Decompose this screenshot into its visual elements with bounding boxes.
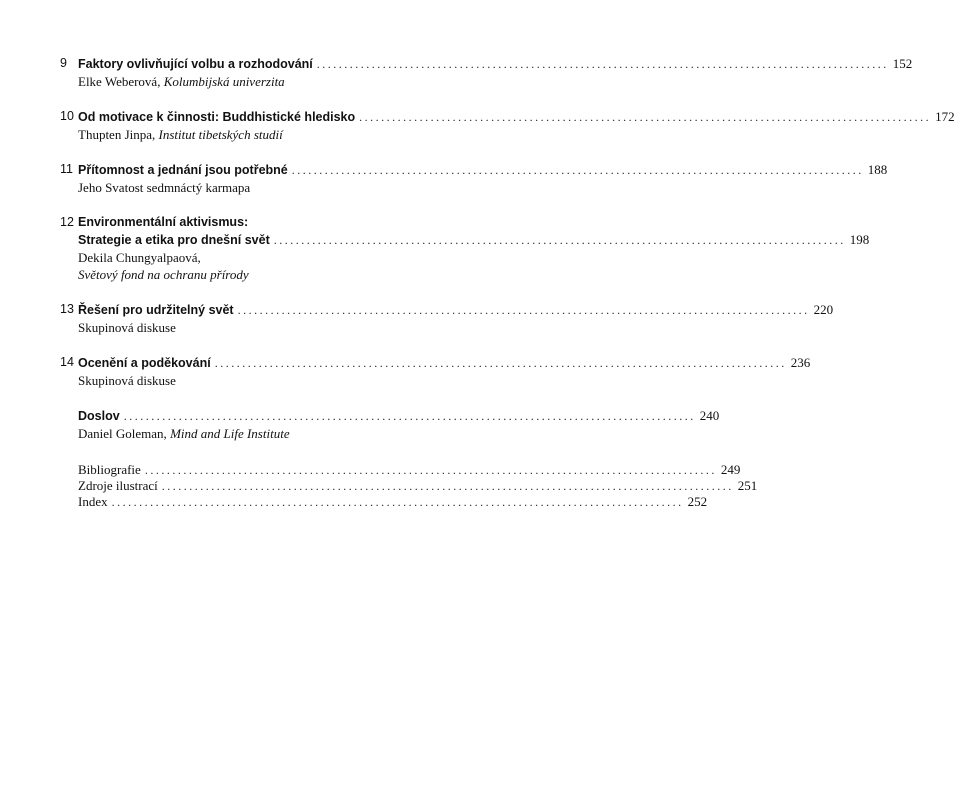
dot-leader: ........................................................................................................: [237, 303, 810, 317]
chapter-number: 10: [60, 109, 74, 123]
back-matter-label: Index: [78, 494, 108, 509]
toc-entry-doslov: [60, 407, 720, 442]
back-matter-item: [78, 478, 758, 494]
dot-leader: ........................................................................................................: [359, 110, 932, 124]
toc-entry-13: [60, 301, 834, 336]
toc-entry-10: [60, 108, 955, 143]
back-matter-item: [78, 494, 708, 510]
toc-title-line: [78, 407, 720, 425]
chapter-affiliation: Kolumbijská univerzita: [163, 74, 285, 89]
chapter-title: Od motivace k činnosti: Buddhistické hledisko: [78, 110, 356, 124]
chapter-number: 9: [60, 56, 67, 70]
chapter-author: Daniel Goleman,: [78, 426, 167, 441]
chapter-author: Jeho Svatost sedmnáctý karmapa: [78, 180, 251, 195]
chapter-author: Skupinová diskuse: [78, 373, 176, 388]
toc-title-line: [78, 231, 870, 249]
dot-leader: ........................................................................................................: [214, 356, 787, 370]
dot-leader: ........................................................................................................: [273, 233, 846, 247]
chapter-affiliation: Institut tibetských studií: [158, 127, 283, 142]
page-number: 236: [790, 355, 811, 370]
chapter-title: Ocenění a poděkování: [78, 356, 211, 370]
dot-leader: ........................................................................................................: [123, 409, 696, 423]
table-of-contents: [60, 55, 955, 510]
chapter-title: Přítomnost a jednání jsou potřebné: [78, 163, 288, 177]
dot-leader: ........................................................................................................: [111, 495, 684, 509]
chapter-author: Elke Weberová,: [78, 74, 161, 89]
back-matter-list: [60, 462, 758, 510]
toc-title-line: [78, 161, 888, 179]
chapter-title: Doslov: [78, 409, 120, 423]
page-number: 198: [849, 232, 870, 247]
chapter-author: Dekila Chungyalpaová,: [78, 250, 201, 265]
page-number: 172: [935, 109, 955, 124]
chapter-author-line: [78, 73, 472, 90]
back-matter-label: Bibliografie: [78, 462, 141, 477]
toc-entry-9: [60, 55, 913, 90]
toc-title-line: [78, 55, 913, 73]
chapter-author: Thupten Jinpa,: [78, 127, 156, 142]
toc-title-line: [78, 301, 834, 319]
page-number: 188: [867, 162, 888, 177]
back-matter-item: [78, 462, 741, 478]
dot-leader: ........................................................................................................: [144, 463, 717, 477]
chapter-affiliation: Mind and Life Institute: [170, 426, 290, 441]
page-number: 152: [892, 56, 913, 71]
toc-title-line: [78, 354, 811, 372]
page-number: 240: [699, 408, 720, 423]
back-matter-label: Zdroje ilustrací: [78, 478, 158, 493]
chapter-author-line: [78, 425, 472, 442]
chapter-author-line: [78, 179, 472, 196]
chapter-title: Řešení pro udržitelný svět: [78, 303, 234, 317]
page-number: 251: [737, 478, 758, 493]
chapter-title: Faktory ovlivňující volbu a rozhodování: [78, 57, 313, 71]
page-number: 220: [813, 302, 834, 317]
toc-entry-12: [60, 214, 870, 283]
chapter-number: 13: [60, 302, 74, 316]
chapter-author: Skupinová diskuse: [78, 320, 176, 335]
toc-entry-11: [60, 161, 888, 196]
page-number: 249: [720, 462, 741, 477]
dot-leader: ........................................................................................................: [291, 163, 864, 177]
chapter-number: 11: [60, 162, 73, 176]
chapter-author-line: [78, 126, 472, 143]
chapter-affiliation: Světový fond na ochranu přírody: [78, 267, 249, 282]
toc-entry-14: [60, 354, 811, 389]
chapter-title-line1: Environmentální aktivismus:: [78, 215, 249, 229]
toc-title-line: [78, 108, 955, 126]
chapter-title: Strategie a etika pro dnešní svět: [78, 233, 270, 247]
chapter-number: 14: [60, 355, 74, 369]
chapter-number: 12: [60, 215, 74, 229]
dot-leader: ........................................................................................................: [161, 479, 734, 493]
dot-leader: ........................................................................................................: [316, 57, 889, 71]
page-number: 252: [687, 494, 708, 509]
